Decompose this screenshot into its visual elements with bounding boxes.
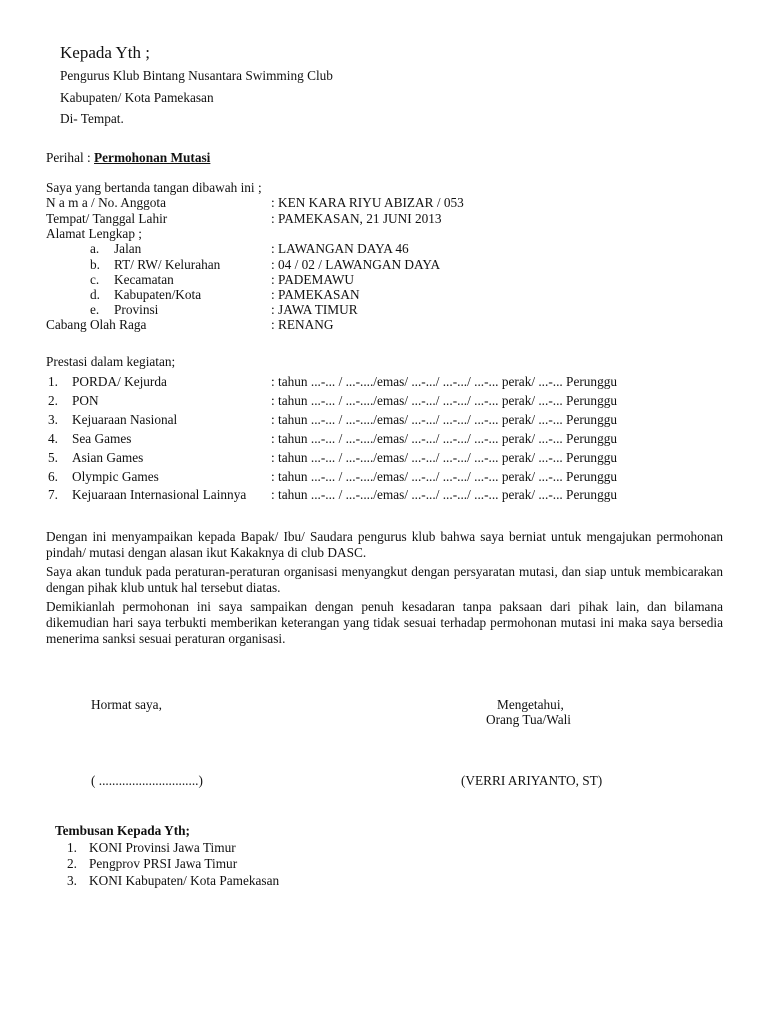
address-letter: b. — [90, 257, 100, 272]
achievement-label: PORDA/ Kejurda — [72, 374, 167, 389]
identity-row-address-label — [0, 226, 768, 242]
signature-right-label-2: Orang Tua/Wali — [486, 712, 571, 727]
address-letter: c. — [90, 272, 100, 287]
cc-num: 1. — [67, 840, 77, 855]
signature-right-name: (VERRI ARIYANTO, ST) — [461, 773, 603, 788]
recipient-greeting — [60, 43, 150, 63]
sport-value: : RENANG — [271, 317, 334, 332]
achievement-value: : tahun ...-... / ...-..../emas/ ...-.../ ...-.../ ...-... perak/ ...-... Perunggu — [271, 412, 618, 427]
recipient-line-1: Pengurus Klub Bintang Nusantara Swimming Club — [60, 68, 333, 83]
achievement-value: : tahun ...-... / ...-..../emas/ ...-.../ ...-.../ ...-... perak/ ...-... Perunggu — [271, 393, 618, 408]
address-field-label: Kecamatan — [114, 272, 174, 287]
achievement-label: Kejuaraan Nasional — [72, 412, 178, 427]
address-row — [0, 257, 768, 273]
cc-item — [67, 856, 237, 872]
birth-value: : PAMEKASAN, 21 JUNI 2013 — [271, 211, 442, 226]
name-value: : KEN KARA RIYU ABIZAR / 053 — [271, 195, 464, 210]
address-field-label: RT/ RW/ Kelurahan — [114, 257, 221, 272]
achievement-row — [0, 431, 768, 449]
address-row — [0, 241, 768, 257]
address-field-value: : PADEMAWU — [271, 272, 355, 287]
achievement-row — [0, 374, 768, 392]
achievement-num: 7. — [48, 487, 58, 502]
recipient-line-3: Di- Tempat. — [60, 111, 124, 126]
achievement-num: 1. — [48, 374, 58, 389]
perihal-line — [46, 150, 210, 166]
achievement-row — [0, 412, 768, 430]
achievement-num: 2. — [48, 393, 58, 408]
address-field-label: Jalan — [114, 241, 142, 256]
birth-label: Tempat/ Tanggal Lahir — [46, 211, 168, 226]
name-label: N a m a / No. Anggota — [46, 195, 167, 210]
recipient-line-2: Kabupaten/ Kota Pamekasan — [60, 90, 214, 105]
body-paragraph-2: Saya akan tunduk pada peraturan-peraturan organisasi menyangkut dengan persyaratan mutasi, dan siap untuk membicarakan dengan pihak klub untuk hal tersebut diatas. — [46, 564, 723, 595]
achievements-title: Prestasi dalam kegiatan; — [46, 354, 176, 369]
address-field-label: Kabupaten/Kota — [114, 287, 202, 302]
cc-item — [67, 873, 279, 889]
achievement-label: Asian Games — [72, 450, 144, 465]
achievement-row — [0, 450, 768, 468]
address-label: Alamat Lengkap ; — [46, 226, 142, 241]
achievement-num: 5. — [48, 450, 58, 465]
recipient-greeting-text: Kepada Yth ; — [60, 43, 151, 62]
address-field-value: : 04 / 02 / LAWANGAN DAYA — [271, 257, 441, 272]
signature-right-label-1: Mengetahui, — [497, 697, 564, 712]
achievement-label: PON — [72, 393, 99, 408]
body-paragraph-1: Dengan ini menyampaikan kepada Bapak/ Ibu/ Saudara pengurus klub bahwa saya berniat untuk mengajukan permohonan pindah/ mutasi dengan alasan ikut Kakaknya di club DASC. — [46, 529, 723, 560]
address-field-value: : LAWANGAN DAYA 46 — [271, 241, 409, 256]
intro-text: Saya yang bertanda tangan dibawah ini ; — [46, 180, 262, 195]
cc-num: 3. — [67, 873, 77, 888]
cc-text: Pengprov PRSI Jawa Timur — [89, 856, 238, 871]
cc-item — [67, 840, 236, 856]
achievement-row — [0, 469, 768, 487]
address-row — [0, 272, 768, 288]
achievement-num: 6. — [48, 469, 58, 484]
signature-left-label: Hormat saya, — [91, 697, 162, 712]
sport-label: Cabang Olah Raga — [46, 317, 147, 332]
achievement-value: : tahun ...-... / ...-..../emas/ ...-.../ ...-.../ ...-... perak/ ...-... Perunggu — [271, 431, 618, 446]
achievement-label: Kejuaraan Internasional Lainnya — [72, 487, 247, 502]
cc-title: Tembusan Kepada Yth; — [55, 823, 190, 838]
address-letter: d. — [90, 287, 100, 302]
achievement-value: : tahun ...-... / ...-..../emas/ ...-.../ ...-.../ ...-... perak/ ...-... Perunggu — [271, 487, 618, 502]
address-letter: a. — [90, 241, 100, 256]
address-field-value: : PAMEKASAN — [271, 287, 360, 302]
achievement-num: 4. — [48, 431, 58, 446]
body-text — [46, 529, 723, 650]
achievement-row — [0, 487, 768, 505]
achievement-value: : tahun ...-... / ...-..../emas/ ...-.../ ...-.../ ...-... perak/ ...-... Perunggu — [271, 469, 618, 484]
achievement-label: Olympic Games — [72, 469, 159, 484]
address-letter: e. — [90, 302, 100, 317]
body-paragraph-3: Demikianlah permohonan ini saya sampaikan dengan penuh kesadaran tanpa paksaan dari pihak lain, dan bilamana dikemudian hari saya terbukti memberikan keterangan yang tidak sesuai terhadap permohonan mutasi ini maka saya bersedia menerima sanksi sesuai peraturan organisasi. — [46, 599, 723, 646]
cc-text: KONI Provinsi Jawa Timur — [89, 840, 236, 855]
identity-row-name — [0, 195, 768, 211]
identity-row-sport — [0, 317, 768, 333]
achievement-value: : tahun ...-... / ...-..../emas/ ...-.../ ...-.../ ...-... perak/ ...-... Perunggu — [271, 374, 618, 389]
achievement-label: Sea Games — [72, 431, 132, 446]
address-row — [0, 287, 768, 303]
identity-row-birth — [0, 211, 768, 227]
perihal-label: Perihal : — [46, 150, 95, 165]
address-field-label: Provinsi — [114, 302, 159, 317]
cc-text: KONI Kabupaten/ Kota Pamekasan — [89, 873, 280, 888]
address-row — [0, 302, 768, 318]
cc-num: 2. — [67, 856, 77, 871]
signature-left-name: ( ..............................) — [91, 773, 203, 788]
achievement-num: 3. — [48, 412, 58, 427]
perihal-subject: Permohonan Mutasi — [94, 150, 211, 165]
achievement-row — [0, 393, 768, 411]
address-field-value: : JAWA TIMUR — [271, 302, 358, 317]
achievement-value: : tahun ...-... / ...-..../emas/ ...-.../ ...-.../ ...-... perak/ ...-... Perunggu — [271, 450, 618, 465]
